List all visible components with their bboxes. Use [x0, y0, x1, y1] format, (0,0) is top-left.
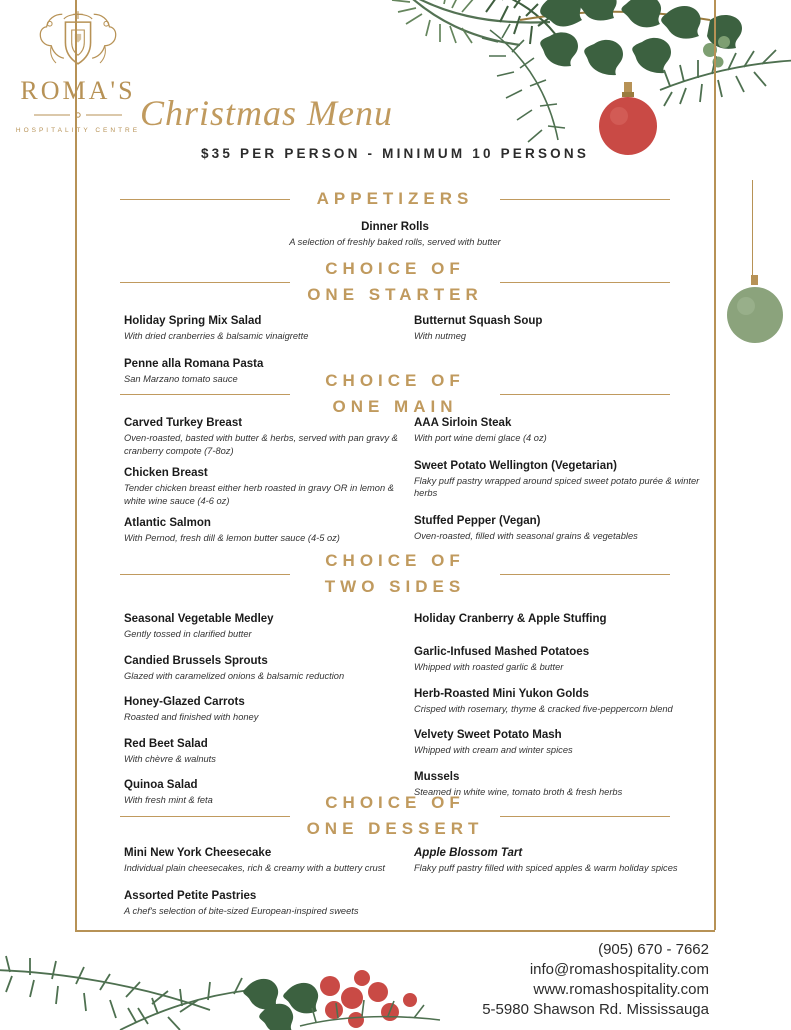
item-desc: Tender chicken breast either herb roasted in gravy OR in lemon & white wine sauce (4-6 oz): [124, 483, 394, 506]
main-column-right: [414, 416, 714, 551]
section-heading-dessert: [75, 790, 715, 842]
item-name: Quinoa Salad: [124, 779, 198, 791]
starter-column-right: [414, 314, 714, 352]
heading-rule-left: [120, 199, 290, 200]
green-ornament-icon: [718, 275, 791, 349]
item-desc: Flaky puff pastry wrapped around spiced sweet potato purée & winter herbs: [414, 475, 700, 498]
item-desc: Flaky puff pastry filled with spiced apples & warm holiday spices: [414, 863, 678, 873]
sides-column-left: [124, 612, 409, 816]
menu-item: [414, 728, 714, 757]
section-heading-dessert-line1: CHOICE OF: [325, 793, 465, 812]
menu-item: [124, 654, 409, 683]
appetizer-item: [75, 220, 715, 249]
item-desc: Glazed with caramelized onions & balsamic reduction: [124, 670, 345, 681]
item-name: Holiday Spring Mix Salad: [124, 315, 262, 327]
item-name: Atlantic Salmon: [124, 517, 211, 529]
item-name: Sweet Potato Wellington (Vegetarian): [414, 459, 617, 472]
item-name: Seasonal Vegetable Medley: [124, 613, 274, 625]
section-heading-sides: [75, 548, 715, 600]
item-name: Dinner Rolls: [361, 221, 429, 233]
heading-rule-right: [500, 282, 670, 283]
item-name: Stuffed Pepper (Vegan): [414, 514, 541, 527]
heading-rule-right: [500, 574, 670, 575]
section-heading-sides-line2: TWO SIDES: [324, 577, 466, 596]
item-desc: With nutmeg: [414, 331, 467, 341]
item-name: Holiday Cranberry & Apple Stuffing: [414, 613, 607, 625]
menu-item: [124, 314, 409, 343]
item-name: Penne alla Romana Pasta: [124, 357, 264, 370]
frame-bottom-rule: [75, 930, 715, 932]
menu-title: Christmas Menu: [140, 93, 394, 133]
section-heading-appetizers: [75, 186, 715, 212]
item-desc: Oven-roasted, basted with butter & herbs, served with pan gravy & cranberry compote (7-8oz): [124, 433, 398, 456]
section-heading-starter-line1: CHOICE OF: [325, 259, 465, 278]
menu-item: [414, 612, 714, 627]
item-desc: A chef's selection of bite-sized European-inspired sweets: [124, 905, 359, 916]
menu-item: [414, 645, 714, 674]
item-desc: With dried cranberries & balsamic vinaigrette: [124, 331, 309, 341]
menu-item: [124, 846, 409, 875]
item-desc: Whipped with roasted garlic & butter: [414, 662, 564, 672]
item-desc: Roasted and finished with honey: [124, 712, 259, 722]
menu-item: [414, 846, 714, 875]
section-heading-main-line2: ONE MAIN: [332, 397, 458, 416]
item-name: Assorted Petite Pastries: [124, 889, 257, 902]
item-desc: Whipped with cream and winter spices: [414, 745, 573, 755]
item-name: Chicken Breast: [124, 467, 208, 479]
menu-item: [414, 416, 714, 445]
dessert-column-right: [414, 846, 714, 884]
ornament-string: [752, 180, 753, 280]
heading-rule-left: [120, 816, 290, 817]
item-name: Red Beet Salad: [124, 737, 208, 750]
menu-price-line: $35 PER PERSON - MINIMUM 10 PERSONS: [200, 146, 590, 161]
section-heading-main: [75, 368, 715, 420]
heading-rule-right: [500, 199, 670, 200]
item-desc: With Pernod, fresh dill & lemon butter sauce (4-5 oz): [124, 533, 340, 543]
logo: [8, 6, 148, 136]
section-heading-main-line1: CHOICE OF: [325, 371, 465, 390]
heading-rule-left: [120, 282, 290, 283]
footer-website[interactable]: www.romashospitality.com: [533, 981, 709, 998]
item-desc: Individual plain cheesecakes, rich & creamy with a buttery crust: [124, 863, 385, 873]
section-heading-starter-line2: ONE STARTER: [307, 285, 483, 304]
section-heading-sides-line1: CHOICE OF: [325, 551, 465, 570]
footer-address: 5-5980 Shawson Rd. Mississauga: [482, 1001, 709, 1018]
item-name: Apple Blossom Tart: [414, 847, 523, 859]
item-desc: San Marzano tomato sauce: [124, 373, 238, 384]
item-name: Mini New York Cheesecake: [124, 847, 272, 859]
menu-item: [414, 459, 714, 500]
heading-rule-right: [500, 816, 670, 817]
section-heading-starter: [75, 256, 715, 308]
item-name: Herb-Roasted Mini Yukon Golds: [414, 687, 589, 700]
section-heading-dessert-line2: ONE DESSERT: [306, 819, 484, 838]
item-desc: With chèvre & walnuts: [124, 753, 216, 764]
item-name: Honey-Glazed Carrots: [124, 696, 245, 708]
menu-item: [124, 612, 409, 641]
footer-email[interactable]: info@romashospitality.com: [529, 961, 709, 978]
heading-rule-left: [120, 394, 290, 395]
item-desc: Oven-roasted, filled with seasonal grains & vegetables: [414, 530, 638, 541]
menu-item: [124, 466, 409, 507]
item-name: AAA Sirloin Steak: [414, 417, 512, 429]
item-name: Carved Turkey Breast: [124, 417, 243, 429]
menu-item: [124, 416, 409, 457]
item-name: Garlic-Infused Mashed Potatoes: [414, 646, 590, 658]
item-desc: Steamed in white wine, tomato broth & fresh herbs: [414, 786, 623, 797]
item-name: Butternut Squash Soup: [414, 315, 543, 327]
section-heading-appetizers-label: APPETIZERS: [316, 189, 474, 208]
menu-item: [124, 695, 409, 724]
item-desc: With port wine demi glace (4 oz): [414, 433, 547, 443]
menu-item: [414, 514, 714, 543]
menu-item: [414, 687, 714, 716]
menu-item: [124, 516, 409, 545]
footer-phone[interactable]: (905) 670 - 7662: [598, 941, 709, 958]
item-desc: Crisped with rosemary, thyme & cracked five-peppercorn blend: [414, 703, 673, 714]
brand-name: ROMA'S: [20, 76, 136, 105]
item-desc: With fresh mint & feta: [124, 795, 213, 805]
pine-branch-bottom-decoration: [0, 930, 470, 1030]
sides-column-right: [414, 612, 714, 807]
item-name: Velvety Sweet Potato Mash: [414, 729, 562, 741]
footer-contact: [482, 940, 709, 1020]
crest-icon: [30, 8, 126, 74]
menu-item: [414, 314, 714, 343]
menu-item: [124, 737, 409, 766]
dessert-column-left: [124, 846, 409, 926]
heading-rule-right: [500, 394, 670, 395]
menu-item: [124, 889, 409, 918]
main-column-left: [124, 416, 409, 554]
heading-rule-left: [120, 574, 290, 575]
item-name: Mussels: [414, 770, 460, 783]
flourish-divider-icon: [28, 111, 128, 119]
item-desc: A selection of freshly baked rolls, served with butter: [289, 237, 501, 247]
item-name: Candied Brussels Sprouts: [124, 654, 268, 667]
brand-subtitle: HOSPITALITY CENTRE: [15, 127, 141, 134]
item-desc: Gently tossed in clarified butter: [124, 629, 252, 639]
